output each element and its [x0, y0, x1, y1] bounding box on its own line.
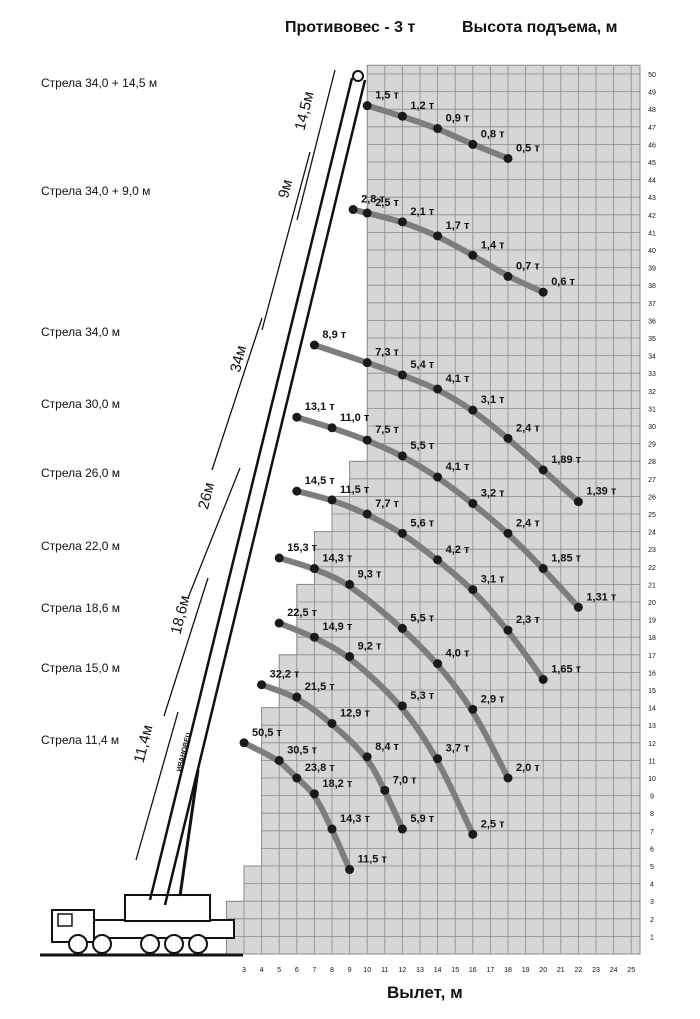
- load-point: [539, 466, 548, 475]
- y-tick-label: 26: [648, 494, 656, 502]
- load-point: [345, 865, 354, 874]
- x-tick-label: 9: [347, 967, 352, 974]
- load-point: [468, 499, 477, 508]
- y-tick-label: 22: [648, 564, 656, 572]
- load-value-label: 1,2 т: [410, 100, 435, 113]
- wheel-icon: [141, 935, 159, 953]
- load-value-label: 14,9 т: [322, 621, 353, 634]
- load-point: [363, 436, 372, 445]
- boom-label-34-14-5: Стрела 34,0 + 14,5 м: [41, 76, 158, 90]
- load-point: [328, 423, 337, 432]
- y-tick-label: 3: [650, 899, 654, 907]
- load-point: [398, 701, 407, 710]
- boom-label-15: Стрела 15,0 м: [41, 661, 121, 675]
- y-tick-label: 33: [648, 371, 656, 379]
- load-point: [292, 487, 301, 496]
- y-tick-label: 5: [650, 864, 654, 871]
- load-point: [363, 209, 372, 218]
- y-tick-label: 13: [648, 723, 656, 731]
- y-tick-label: 18: [648, 635, 656, 643]
- load-value-label: 8,9 т: [322, 329, 347, 342]
- x-tick-label: 15: [451, 967, 460, 974]
- load-point: [504, 434, 513, 443]
- boom-section-label: 18,6м: [167, 593, 194, 637]
- load-point: [363, 101, 372, 110]
- load-value-label: 5,6 т: [410, 517, 435, 530]
- load-value-label: 2,5 т: [480, 818, 505, 831]
- y-tick-label: 35: [648, 336, 656, 343]
- x-tick-label: 11: [381, 967, 389, 974]
- y-tick-label: 50: [648, 72, 656, 79]
- load-point: [328, 825, 337, 834]
- boom-label-22: Стрела 22,0 м: [41, 539, 121, 553]
- load-point: [504, 774, 513, 783]
- load-value-label: 4,0 т: [445, 647, 470, 660]
- y-tick-label: 6: [650, 846, 654, 854]
- x-tick-label: 19: [521, 967, 530, 974]
- load-point: [310, 564, 319, 573]
- load-value-label: 7,5 т: [375, 424, 399, 437]
- y-tick-label: 2: [650, 916, 654, 924]
- x-axis-title: Вылет, м: [387, 983, 463, 1002]
- load-value-label: 1,85 т: [551, 552, 582, 565]
- load-point: [539, 675, 548, 684]
- y-tick-label: 43: [648, 195, 656, 203]
- load-point: [504, 272, 513, 281]
- boom-label-11-4: Стрела 11,4 м: [41, 733, 120, 747]
- load-value-label: 14,3 т: [322, 552, 353, 565]
- load-value-label: 5,5 т: [410, 612, 435, 625]
- load-point: [292, 413, 301, 422]
- boom-section-label: 14,5м: [291, 89, 318, 133]
- load-point: [328, 495, 337, 504]
- load-point: [468, 705, 477, 714]
- y-tick-label: 15: [648, 688, 656, 695]
- load-value-label: 2,1 т: [410, 205, 435, 218]
- load-value-label: 14,3 т: [340, 813, 370, 826]
- load-value-label: 4,2 т: [445, 543, 470, 556]
- load-point: [433, 473, 442, 482]
- load-point: [433, 385, 442, 394]
- load-point: [468, 140, 477, 149]
- load-point: [468, 830, 477, 839]
- y-tick-label: 32: [648, 388, 656, 396]
- load-value-label: 2,5 т: [375, 197, 399, 210]
- y-tick-label: 36: [648, 318, 656, 326]
- load-point: [292, 774, 301, 783]
- x-tick-label: 18: [504, 967, 512, 974]
- height-axis-title: Высота подъема, м: [462, 19, 618, 36]
- load-point: [275, 619, 284, 628]
- load-point: [539, 564, 548, 573]
- y-tick-label: 17: [648, 652, 656, 660]
- x-tick-label: 21: [556, 967, 565, 974]
- y-tick-label: 16: [648, 670, 656, 678]
- y-tick-label: 23: [648, 547, 656, 555]
- load-value-label: 1,89 т: [551, 454, 582, 466]
- y-tick-label: 4: [650, 881, 654, 889]
- load-point: [433, 124, 442, 133]
- load-value-label: 1,39 т: [586, 485, 617, 498]
- load-value-label: 3,2 т: [480, 487, 505, 500]
- load-value-label: 1,65 т: [551, 663, 582, 676]
- load-value-label: 15,3 т: [287, 542, 318, 554]
- y-tick-label: 1: [650, 934, 654, 942]
- load-value-label: 11,0 т: [340, 411, 370, 424]
- boom-label-34-9: Стрела 34,0 + 9,0 м: [41, 184, 151, 198]
- load-value-label: 23,8 т: [304, 762, 335, 774]
- load-point: [398, 529, 407, 538]
- load-value-label: 0,5 т: [516, 142, 540, 155]
- load-point: [275, 554, 284, 563]
- load-value-label: 4,1 т: [445, 461, 470, 474]
- load-point: [398, 825, 407, 834]
- load-point: [345, 580, 354, 589]
- load-value-label: 2,3 т: [516, 614, 540, 627]
- load-value-label: 0,6 т: [551, 276, 575, 289]
- y-tick-label: 30: [648, 424, 656, 431]
- wheel-icon: [165, 935, 183, 953]
- load-value-label: 7,3 т: [375, 346, 399, 359]
- load-point: [310, 633, 319, 642]
- load-value-label: 11,5 т: [340, 483, 370, 496]
- load-value-label: 1,4 т: [480, 239, 505, 252]
- x-tick-label: 20: [539, 967, 548, 974]
- load-value-label: 3,1 т: [480, 394, 505, 407]
- y-tick-label: 46: [648, 142, 656, 150]
- load-value-label: 18,2 т: [322, 777, 353, 790]
- load-point: [504, 626, 513, 635]
- load-value-label: 2,0 т: [516, 762, 540, 774]
- load-value-label: 3,1 т: [480, 573, 505, 586]
- load-point: [310, 789, 319, 798]
- load-point: [433, 754, 442, 763]
- y-tick-label: 28: [648, 459, 656, 467]
- load-value-label: 12,9 т: [340, 707, 370, 720]
- y-tick-label: 41: [648, 230, 656, 238]
- x-tick-label: 4: [259, 967, 264, 974]
- load-point: [345, 652, 354, 661]
- load-point: [468, 406, 477, 415]
- x-tick-label: 12: [398, 967, 407, 974]
- boom-section-label: 34м: [227, 343, 251, 375]
- x-tick-label: 25: [627, 967, 636, 974]
- x-tick-label: 23: [592, 967, 600, 974]
- x-tick-label: 10: [363, 967, 372, 974]
- y-tick-label: 11: [648, 758, 656, 766]
- load-value-label: 2,4 т: [516, 422, 540, 435]
- y-tick-label: 25: [648, 512, 656, 519]
- load-value-label: 1,31 т: [586, 591, 617, 604]
- y-tick-label: 27: [648, 476, 656, 484]
- x-tick-label: 5: [277, 967, 282, 974]
- load-point: [363, 752, 372, 761]
- y-tick-label: 29: [648, 441, 656, 449]
- load-value-label: 1,7 т: [445, 219, 470, 232]
- load-value-label: 4,1 т: [445, 373, 470, 386]
- load-value-label: 22,5 т: [287, 607, 318, 620]
- x-axis-ticks: [242, 967, 635, 974]
- wheel-icon: [93, 935, 111, 953]
- load-value-label: 7,7 т: [375, 498, 399, 510]
- x-tick-label: 6: [294, 967, 299, 974]
- load-point: [433, 555, 442, 564]
- boom-section-label: 26м: [195, 480, 219, 512]
- load-point: [574, 497, 583, 506]
- x-tick-label: 3: [242, 967, 246, 974]
- load-point: [574, 603, 583, 612]
- wheel-icon: [189, 935, 207, 953]
- boom-label-30: Стрела 30,0 м: [41, 397, 121, 411]
- load-value-label: 0,7 т: [516, 260, 540, 273]
- y-tick-label: 37: [648, 300, 656, 308]
- load-point: [504, 154, 513, 163]
- load-point: [240, 738, 249, 747]
- load-point: [468, 585, 477, 594]
- load-value-label: 5,9 т: [410, 813, 435, 826]
- load-value-label: 3,7 т: [445, 742, 470, 755]
- y-tick-label: 38: [648, 283, 656, 291]
- y-tick-label: 47: [648, 124, 656, 132]
- y-tick-label: 42: [648, 212, 656, 220]
- y-tick-label: 39: [648, 265, 656, 273]
- boom-label-26: Стрела 26,0 м: [41, 466, 121, 480]
- load-value-label: 2,8 т: [361, 193, 385, 206]
- load-point: [363, 358, 372, 367]
- y-tick-label: 49: [648, 89, 656, 97]
- y-tick-label: 14: [648, 705, 656, 713]
- load-point: [398, 624, 407, 633]
- load-point: [539, 288, 548, 297]
- load-point: [398, 370, 407, 379]
- x-tick-label: 16: [468, 967, 477, 974]
- load-point: [504, 529, 513, 538]
- y-tick-label: 9: [650, 793, 654, 801]
- y-tick-label: 12: [648, 740, 656, 748]
- load-value-label: 7,0 т: [392, 774, 417, 787]
- truck-chassis: [94, 920, 234, 938]
- load-value-label: 1,5 т: [375, 89, 399, 102]
- wheel-icon: [69, 935, 87, 953]
- x-tick-label: 13: [416, 967, 424, 974]
- load-point: [257, 680, 266, 689]
- load-value-label: 21,5 т: [304, 681, 335, 694]
- boom-label-34: Стрела 34,0 м: [41, 325, 121, 339]
- x-tick-label: 22: [574, 967, 583, 974]
- load-value-label: 30,5 т: [287, 744, 318, 757]
- load-value-label: 2,9 т: [480, 693, 505, 706]
- load-value-label: 11,5 т: [357, 853, 387, 866]
- load-point: [468, 251, 477, 260]
- load-point: [349, 205, 358, 214]
- x-tick-label: 14: [433, 967, 442, 974]
- y-tick-label: 8: [650, 811, 654, 819]
- x-tick-label: 24: [609, 967, 618, 974]
- boom-section-label: 9м: [275, 177, 297, 201]
- y-tick-label: 44: [648, 177, 656, 185]
- load-point: [292, 693, 301, 702]
- y-tick-label: 20: [648, 600, 656, 607]
- y-tick-label: 45: [648, 160, 656, 167]
- y-tick-label: 10: [648, 776, 656, 783]
- load-value-label: 9,3 т: [357, 568, 382, 581]
- boom-label-18-6: Стрела 18,6 м: [41, 601, 121, 615]
- load-value-label: 8,4 т: [375, 740, 399, 753]
- y-tick-label: 24: [648, 529, 656, 537]
- load-point: [363, 510, 372, 519]
- crane-brand-label: ИВАНОВЕЦ: [176, 731, 193, 773]
- load-point: [328, 719, 337, 728]
- load-value-label: 13,1 т: [304, 401, 335, 414]
- y-axis-ticks: [648, 72, 656, 941]
- boom-section-label: 11,4м: [130, 723, 157, 765]
- x-tick-label: 17: [486, 967, 495, 974]
- load-value-label: 32,2 т: [269, 668, 300, 681]
- load-value-label: 9,2 т: [357, 640, 382, 653]
- load-value-label: 0,8 т: [480, 128, 505, 141]
- y-tick-label: 34: [648, 353, 656, 361]
- load-point: [310, 341, 319, 350]
- y-tick-label: 19: [648, 617, 656, 625]
- load-point: [380, 786, 389, 795]
- x-tick-label: 8: [330, 967, 334, 974]
- y-tick-label: 31: [648, 406, 656, 414]
- load-value-label: 2,4 т: [516, 517, 540, 530]
- load-point: [398, 112, 407, 121]
- x-tick-label: 7: [312, 967, 317, 974]
- load-value-label: 50,5 т: [252, 726, 282, 739]
- y-tick-label: 7: [650, 828, 654, 836]
- load-value-label: 14,5 т: [304, 475, 335, 488]
- load-point: [398, 451, 407, 460]
- counterweight-label: Противовес - 3 т: [285, 19, 416, 36]
- load-value-label: 5,4 т: [410, 358, 435, 371]
- load-value-label: 5,5 т: [410, 439, 435, 452]
- load-value-label: 5,3 т: [410, 689, 435, 702]
- boom-tip-icon: [353, 71, 363, 81]
- load-point: [398, 217, 407, 226]
- y-tick-label: 48: [648, 107, 656, 115]
- load-point: [433, 231, 442, 240]
- y-tick-label: 21: [648, 582, 656, 590]
- load-point: [433, 659, 442, 668]
- load-point: [275, 756, 284, 765]
- y-tick-label: 40: [648, 248, 656, 255]
- load-value-label: 0,9 т: [445, 112, 470, 125]
